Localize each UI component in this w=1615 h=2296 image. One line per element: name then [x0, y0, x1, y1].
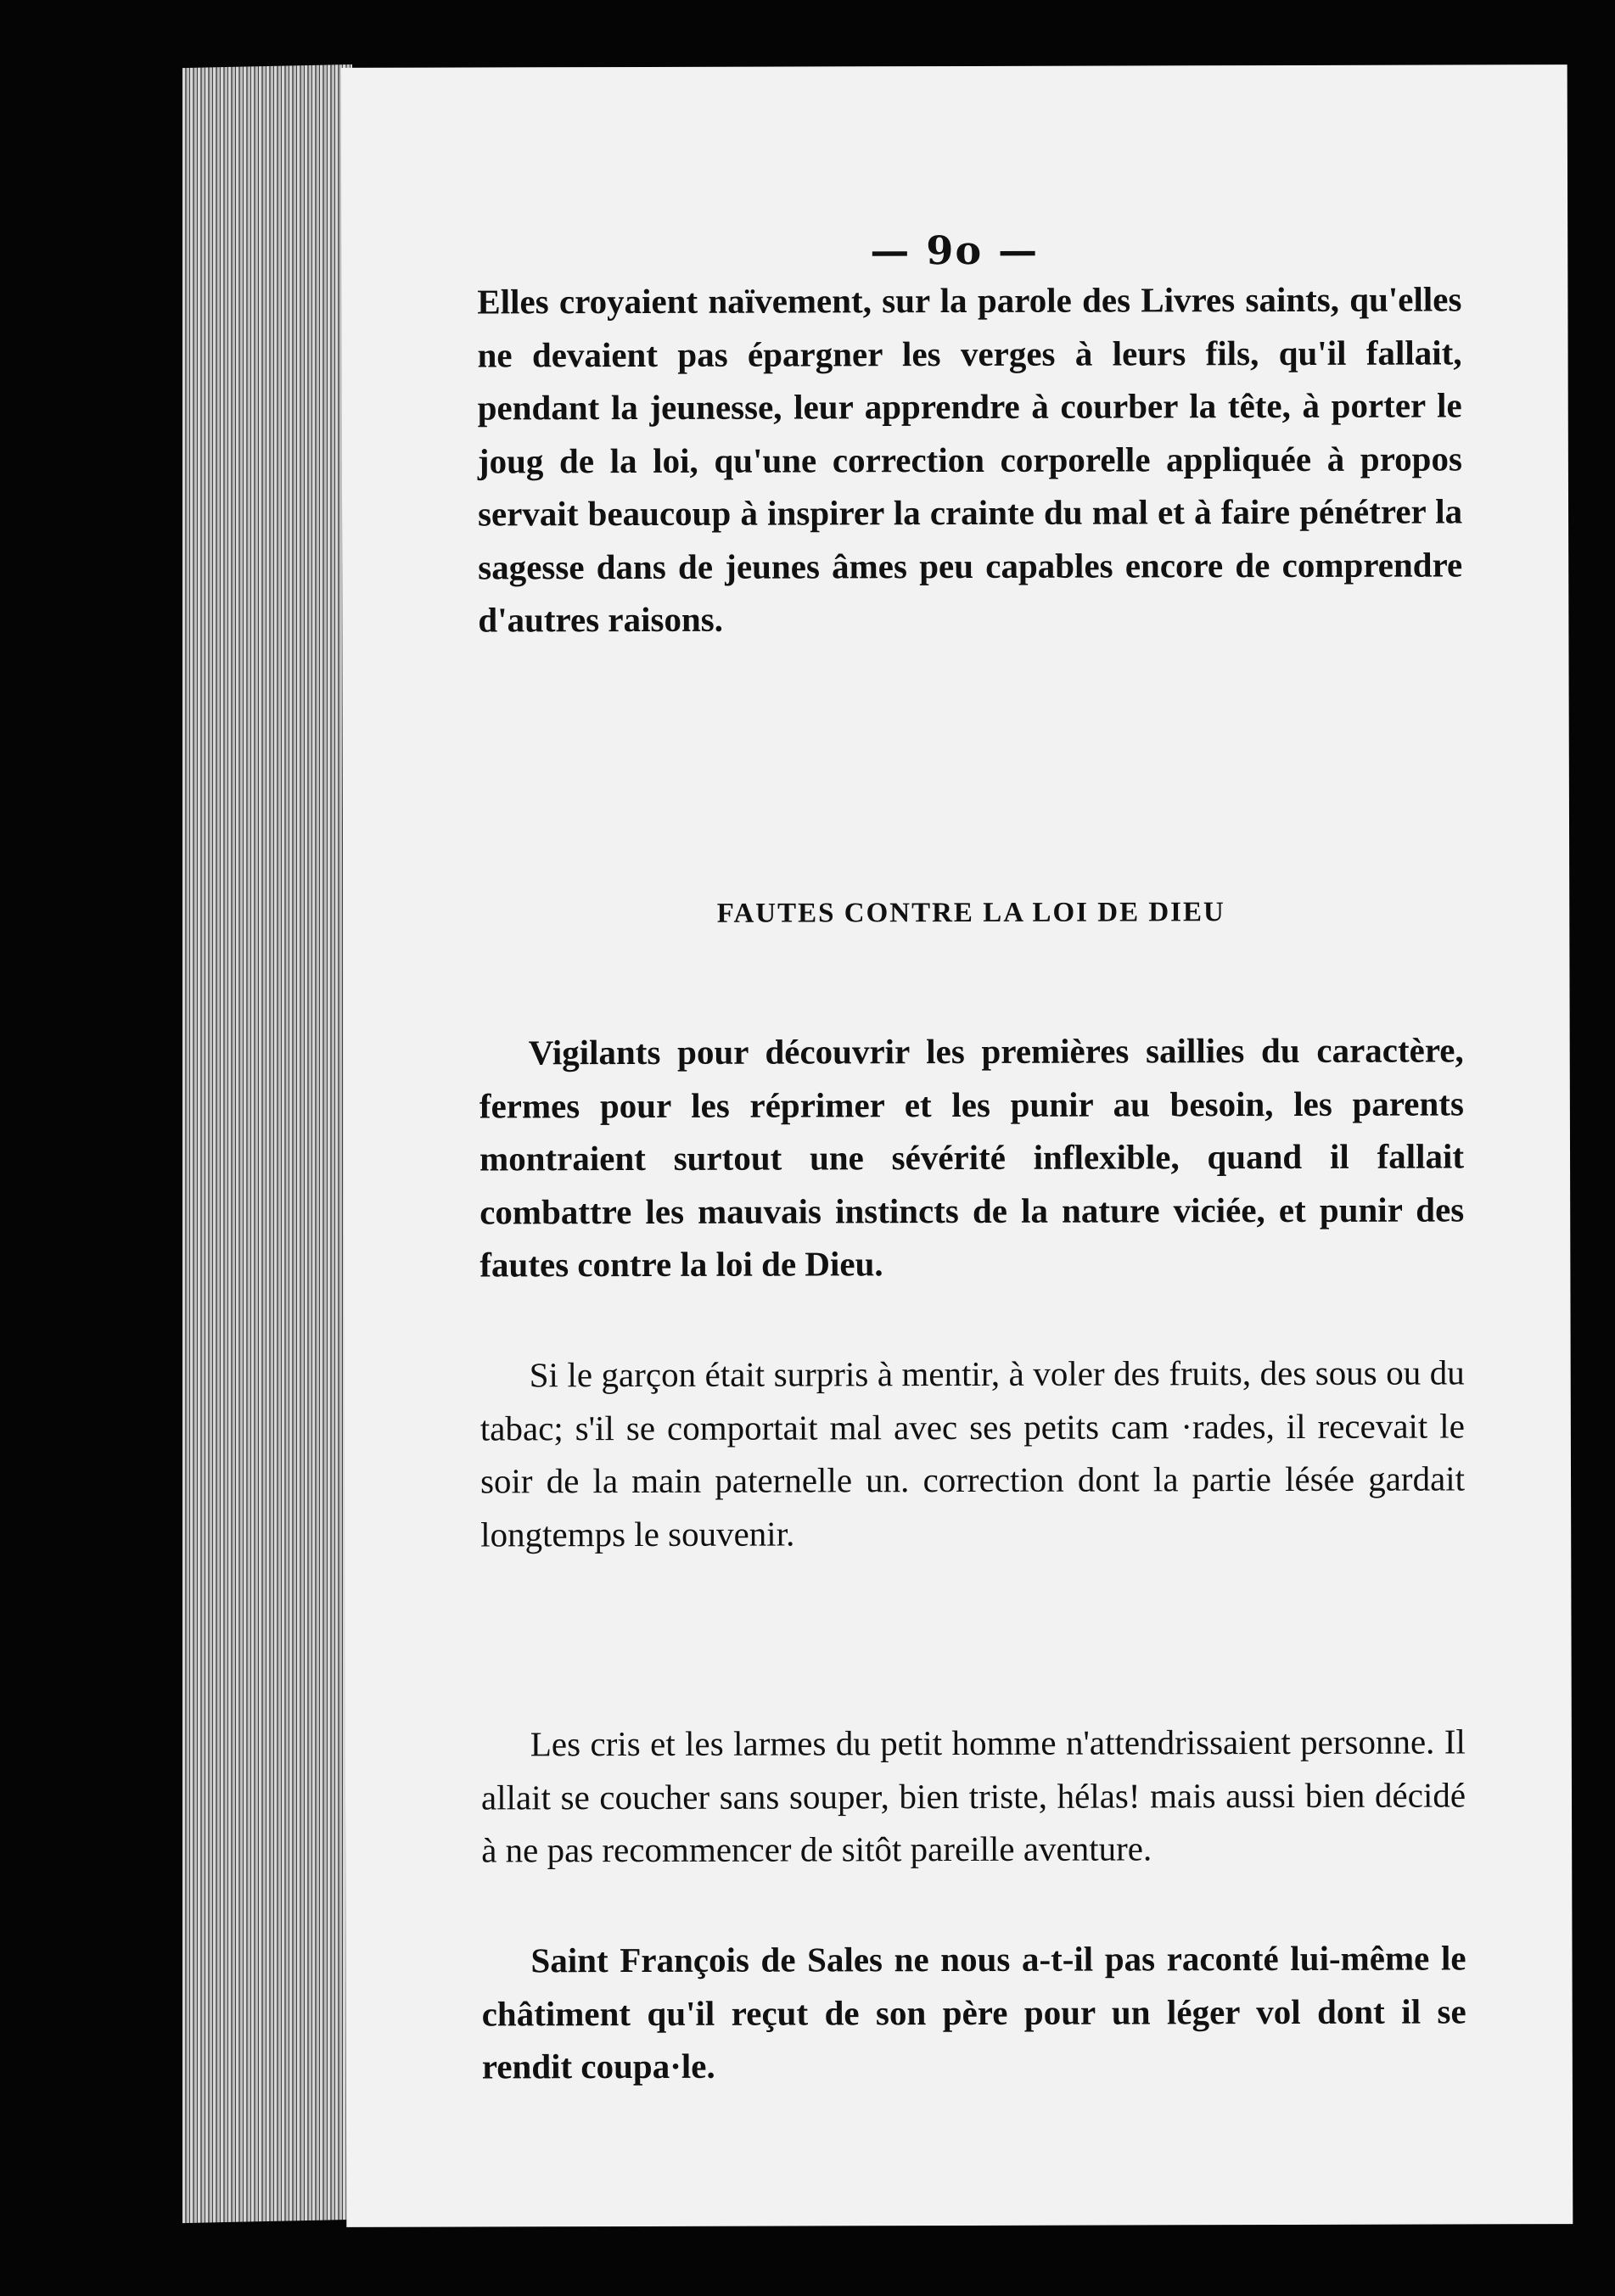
book-page-edges [182, 64, 352, 2223]
paragraph-3: Les cris et les larmes du petit homme n'attendrissaient personne. Il allait se coucher sans souper, bien triste, hélas! mais aussi bien décidé à ne pas recommencer de sitôt pareille aventure. [480, 1722, 1466, 1870]
book-page [341, 64, 1573, 2227]
paragraph-2: Si le garçon était surpris à mentir, à voler des fruits, des sous ou du tabac; s'il se comportait mal avec ses petits cam ·rades, il recevait le soir de la main paternelle un. correction dont la partie lésée gardait longtemps le souvenir. [479, 1352, 1466, 1554]
section-heading: FAUTES CONTRE LA LOI DE DIEU [716, 897, 1225, 929]
page-number: — 9o — [870, 227, 1040, 274]
intro-paragraph: Elles croyaient naïvement, sur la parole des Livres saints, qu'elles ne devaient pas épargner les verges à leurs fils, qu'il fallait, pendant la jeunesse, leur apprendre à courber la tête, à porter le joug de la loi, qu'une correction corporelle appliquée à propos servait beaucoup à inspirer la crainte du mal et à faire pénétrer la sagesse dans de jeunes âmes peu capables encore de comprendre d'autres raisons. [477, 279, 1463, 640]
paragraph-4: Saint François de Sales ne nous a-t-il pas raconté lui-même le châtiment qu'il reçut de son père pour un léger vol dont il se rendit coupa·le. [481, 1938, 1466, 2086]
paragraph-1: Vigilants pour découvrir les premières saillies du caractère, fermes pour les réprimer et les punir au besoin, les parents montraient surtout une sévérité inflexible, quand il fallait combattre les mauvais instincts de la nature viciée, et punir des fautes contre la loi de Dieu. [479, 1030, 1465, 1285]
